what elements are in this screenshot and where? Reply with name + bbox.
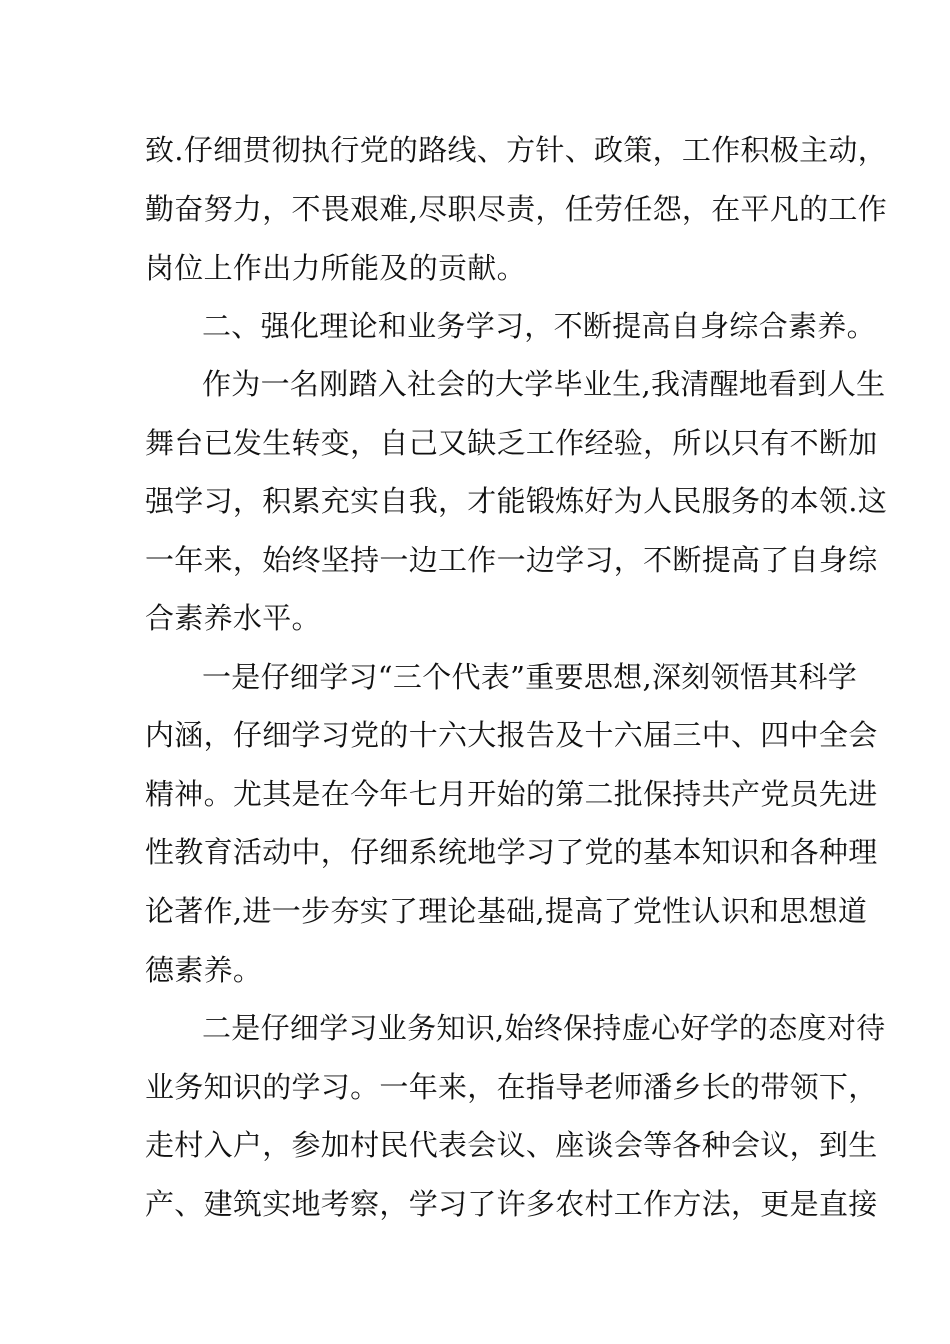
text-line: 岗位上作出力所能及的贡献。 — [145, 251, 526, 285]
text-line: 合素养水平。 — [145, 601, 321, 635]
text-line: 致.仔细贯彻执行党的路线、方针、政策，工作积极主动， — [145, 133, 888, 167]
text-line: 强学习，积累充实自我，才能锻炼好为人民服务的本领.这 — [145, 484, 888, 518]
text-line: 作为一名刚踏入社会的大学毕业生,我清醒地看到人生 — [202, 367, 886, 401]
text-line: 舞台已发生转变，自己又缺乏工作经验，所以只有不断加 — [145, 426, 878, 460]
text-line: 一年来，始终坚持一边工作一边学习，不断提高了自身综 — [145, 543, 878, 577]
text-line: 业务知识的学习。一年来，在指导老师潘乡长的带领下， — [145, 1070, 878, 1104]
text-line: 走村入户，参加村民代表会议、座谈会等各种会议，到生 — [145, 1128, 878, 1162]
text-line: 性教育活动中，仔细系统地学习了党的基本知识和各种理 — [145, 835, 878, 869]
text-line: 一是仔细学习“三个代表”重要思想,深刻领悟其科学 — [202, 660, 858, 694]
text-line: 内涵，仔细学习党的十六大报告及十六届三中、四中全会 — [145, 718, 878, 752]
text-line: 德素养。 — [145, 953, 263, 987]
text-line: 精神。尤其是在今年七月开始的第二批保持共产党员先进 — [145, 777, 878, 811]
text-line: 勤奋努力，不畏艰难,尽职尽责，任劳任怨，在平凡的工作 — [145, 192, 888, 226]
text-line: 二是仔细学习业务知识,始终保持虚心好学的态度对待 — [202, 1011, 886, 1045]
text-line: 论著作,进一步夯实了理论基础,提高了党性认识和思想道 — [145, 894, 868, 928]
text-line: 产、建筑实地考察，学习了许多农村工作方法，更是直接 — [145, 1187, 878, 1221]
section-heading: 二、强化理论和业务学习，不断提高自身综合素养。 — [202, 309, 876, 343]
